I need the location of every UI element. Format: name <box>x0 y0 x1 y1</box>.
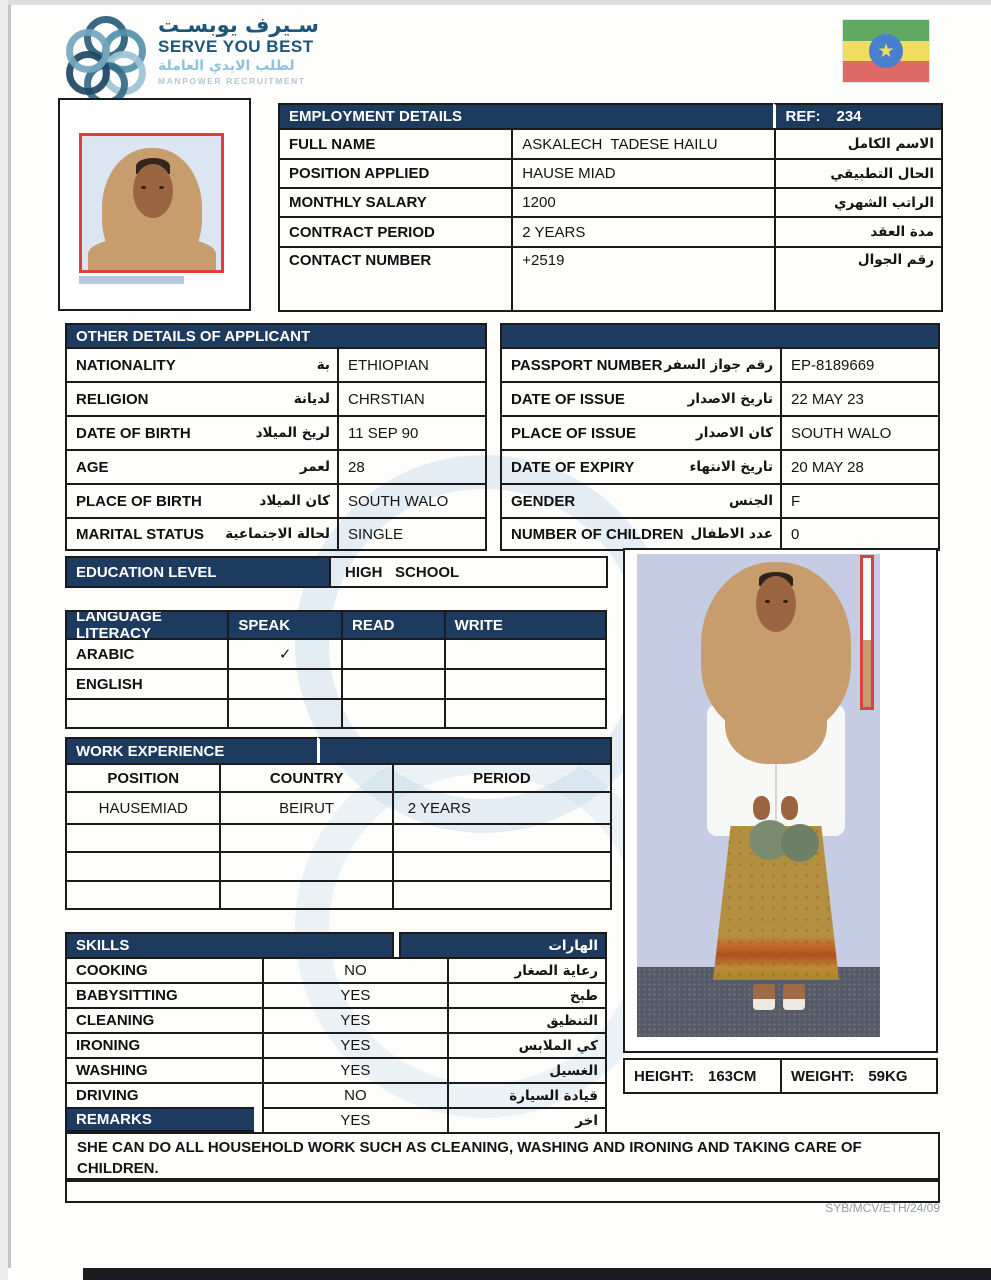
agency-logo-text <box>158 14 319 98</box>
skill-value: NO <box>344 962 367 979</box>
field-label-arabic: كان الاصدار <box>695 425 773 441</box>
education-level-label: EDUCATION LEVEL <box>65 556 329 586</box>
field-label-arabic: رقم الجوال <box>857 252 934 268</box>
skill-value: NO <box>344 1087 367 1104</box>
language-literacy-table <box>65 610 607 729</box>
field-label-arabic: لحالة الاجتماعية <box>225 526 330 542</box>
field-value: HAUSE MIAD <box>522 165 616 182</box>
field-value: HAUSEMIAD <box>98 799 188 817</box>
field-label: NATIONALITY <box>76 356 176 374</box>
skill-name: IRONING <box>76 1037 141 1054</box>
table-row <box>65 381 940 415</box>
skill-name: DRIVING <box>76 1087 139 1104</box>
table-row <box>65 791 610 823</box>
work-experience-title-spacer <box>317 737 610 763</box>
field-value: 2 YEARS <box>407 799 471 817</box>
field-value: 20 MAY 28 <box>791 458 864 476</box>
field-value: 28 <box>348 458 365 476</box>
skill-name: BABYSITTING <box>76 987 178 1004</box>
work-experience-title: WORK EXPERIENCE <box>65 737 317 763</box>
skill-name-arabic: اخر <box>575 1112 598 1129</box>
field-label: CONTRACT PERIOD <box>289 223 435 241</box>
field-value: 1200 <box>522 194 556 211</box>
field-label: DATE OF BIRTH <box>76 424 191 442</box>
skills-table <box>65 932 607 1134</box>
agency-english-name: SERVE YOU BEST <box>158 37 314 57</box>
agency-arabic-tagline: لطلب الايدي العاملة <box>158 57 295 74</box>
column-header: POSITION <box>107 769 180 787</box>
field-label-arabic: مدة العقد <box>870 224 934 240</box>
field-value: +2519 <box>522 252 565 269</box>
column-header: PERIOD <box>473 769 531 787</box>
education-level-row <box>65 556 608 588</box>
skill-name-arabic: طبخ <box>570 987 598 1004</box>
headshot-shadow <box>79 276 184 284</box>
language-name: ARABIC <box>76 645 135 663</box>
figure-foot <box>783 984 805 1010</box>
work-experience-table <box>65 737 612 910</box>
skills-title: SKILLS <box>65 932 394 957</box>
field-label: DATE OF ISSUE <box>511 390 625 408</box>
checkmark: ✓ <box>278 646 292 663</box>
scan-edge-left-line <box>8 5 11 1268</box>
field-label-arabic: لريخ الميلاد <box>255 425 330 441</box>
field-value: EP-8189669 <box>791 356 875 374</box>
weight-label: WEIGHT: <box>791 1067 855 1085</box>
skill-name-arabic: كي الملابس <box>518 1037 598 1054</box>
figure-hand <box>781 796 798 820</box>
skill-name-arabic: التنظيق <box>546 1012 598 1029</box>
table-row <box>65 517 940 551</box>
field-value: 0 <box>791 525 800 543</box>
field-value: BEIRUT <box>279 799 335 817</box>
other-details-title-spacer <box>500 323 940 347</box>
table-row <box>65 957 605 982</box>
field-label-arabic: الجنس <box>728 493 773 509</box>
figure-hand <box>753 796 770 820</box>
field-label: FULL NAME <box>289 135 376 153</box>
scan-edge-bottom <box>83 1268 991 1280</box>
field-label-arabic: عدد الاطفال <box>690 526 773 542</box>
field-label-arabic: لعمر <box>299 459 330 475</box>
ethiopia-flag <box>843 20 929 82</box>
remarks-line: CHILDREN. <box>77 1160 159 1177</box>
table-row <box>65 1007 605 1032</box>
table-row <box>278 216 941 246</box>
table-row <box>65 851 610 880</box>
field-label-arabic: الراتب الشهري <box>834 194 934 211</box>
employment-details-title: EMPLOYMENT DETAILS <box>278 103 773 128</box>
remarks-line: SHE CAN DO ALL HOUSEHOLD WORK SUCH AS CLEANING, WASHING AND IRONING AND TAKING CARE OF <box>77 1139 862 1156</box>
other-details-title: OTHER DETAILS OF APPLICANT <box>65 323 487 347</box>
skill-value: YES <box>340 1062 371 1079</box>
applicant-fullbody-photo-box <box>623 548 938 1053</box>
education-level-value: HIGH SCHOOL <box>345 563 460 581</box>
document-reference-code: SYB/MCV/ETH/24/09 <box>825 1201 940 1215</box>
skill-name-arabic: رعاية الصغار <box>514 962 598 979</box>
agency-logo <box>62 14 319 98</box>
field-label: PASSPORT NUMBER <box>511 356 663 374</box>
remarks-text <box>65 1132 940 1180</box>
height-value: 163CM <box>708 1067 757 1085</box>
skill-value: YES <box>340 1037 371 1054</box>
language-name: ENGLISH <box>76 675 143 693</box>
remarks-empty-row <box>65 1180 940 1203</box>
table-row <box>65 1107 605 1132</box>
field-label-arabic: تاريخ الاصدار <box>687 391 773 407</box>
column-header: READ <box>341 610 444 638</box>
field-value: SINGLE <box>348 525 404 543</box>
table-row <box>278 187 941 216</box>
applicant-headshot-photo <box>79 133 224 273</box>
table-row <box>65 449 940 483</box>
table-row <box>65 880 610 908</box>
table-row <box>65 638 605 668</box>
interlocking-rings-icon <box>62 14 148 98</box>
field-label: POSITION APPLIED <box>289 165 430 182</box>
field-value: 2 YEARS <box>522 223 586 241</box>
field-label: MARITAL STATUS <box>76 525 205 543</box>
table-row <box>65 668 605 698</box>
skill-name: COOKING <box>76 962 148 979</box>
column-header: WRITE <box>444 610 605 638</box>
table-row <box>278 128 941 158</box>
table-row <box>278 158 941 187</box>
height-label: HEIGHT: <box>634 1067 694 1085</box>
scan-edge-top <box>0 0 991 5</box>
headshot-face <box>133 164 173 218</box>
remarks-title: REMARKS <box>65 1107 254 1132</box>
other-details-table <box>65 323 940 551</box>
field-label: PLACE OF ISSUE <box>511 424 637 442</box>
field-label: DATE OF EXPIRY <box>511 458 635 476</box>
table-row <box>65 1082 605 1107</box>
column-header: SPEAK <box>227 610 341 638</box>
skill-value: YES <box>340 1012 371 1029</box>
skill-value: YES <box>340 1112 371 1129</box>
field-value: F <box>791 492 801 510</box>
skill-name-arabic: الغسيل <box>549 1062 598 1079</box>
field-label: RELIGION <box>76 390 149 408</box>
agency-english-tagline: MANPOWER RECRUITMENT <box>158 75 306 86</box>
table-row <box>65 823 610 851</box>
field-label-arabic: كان الميلاد <box>259 493 330 509</box>
field-label-arabic: لديانة <box>293 391 330 407</box>
field-label: GENDER <box>511 492 576 510</box>
field-label-arabic: بة <box>316 357 330 373</box>
ref-number: REF: 234 <box>773 103 941 128</box>
field-value: ETHIOPIAN <box>348 356 429 374</box>
field-label: MONTHLY SALARY <box>289 194 427 211</box>
overlapping-photo-corner <box>860 555 874 710</box>
table-row <box>278 246 941 310</box>
field-value: CHRSTIAN <box>348 390 425 408</box>
height-weight-table <box>623 1058 938 1094</box>
field-label-arabic: الاسم الكامل <box>847 136 934 152</box>
field-label: NUMBER OF CHILDREN <box>511 525 684 543</box>
field-value: ASKALECH TADESE HAILU <box>522 135 718 153</box>
table-row <box>65 483 940 517</box>
table-row <box>65 415 940 449</box>
skill-name: WASHING <box>76 1062 148 1079</box>
flag-star-icon: ★ <box>869 34 903 68</box>
field-label: CONTACT NUMBER <box>289 252 432 269</box>
field-value: 22 MAY 23 <box>791 390 864 408</box>
column-header: LANGUAGE LITERACY <box>65 610 227 638</box>
table-row <box>65 1057 605 1082</box>
field-label-arabic: تاريخ الانتهاء <box>689 459 773 475</box>
table-row <box>65 347 940 381</box>
table-row <box>65 698 605 727</box>
applicant-headshot-box <box>58 98 251 311</box>
figure-foot <box>753 984 775 1010</box>
field-label-arabic: رقم جواز السفر <box>664 357 773 373</box>
skill-value: YES <box>340 987 371 1004</box>
skills-title-arabic: الهارات <box>399 932 605 957</box>
agency-arabic-name: سـيرف يوبسـت <box>158 13 319 37</box>
field-label-arabic: الحال التطبيقي <box>830 165 934 182</box>
figure-face <box>756 576 796 632</box>
table-row <box>65 982 605 1007</box>
skill-name: CLEANING <box>76 1012 155 1029</box>
weight-value: 59KG <box>868 1067 908 1085</box>
skill-name-arabic: قيادة السيارة <box>509 1087 598 1104</box>
field-value: 11 SEP 90 <box>348 424 419 442</box>
applicant-fullbody-photo <box>637 554 880 1037</box>
field-label: AGE <box>76 458 109 476</box>
column-header: COUNTRY <box>269 769 344 787</box>
employment-details-table <box>278 103 943 312</box>
field-label: PLACE OF BIRTH <box>76 492 202 510</box>
field-value: SOUTH WALO <box>348 492 449 510</box>
scan-edge-left <box>0 0 8 1280</box>
table-row <box>65 1032 605 1057</box>
field-value: SOUTH WALO <box>791 424 892 442</box>
